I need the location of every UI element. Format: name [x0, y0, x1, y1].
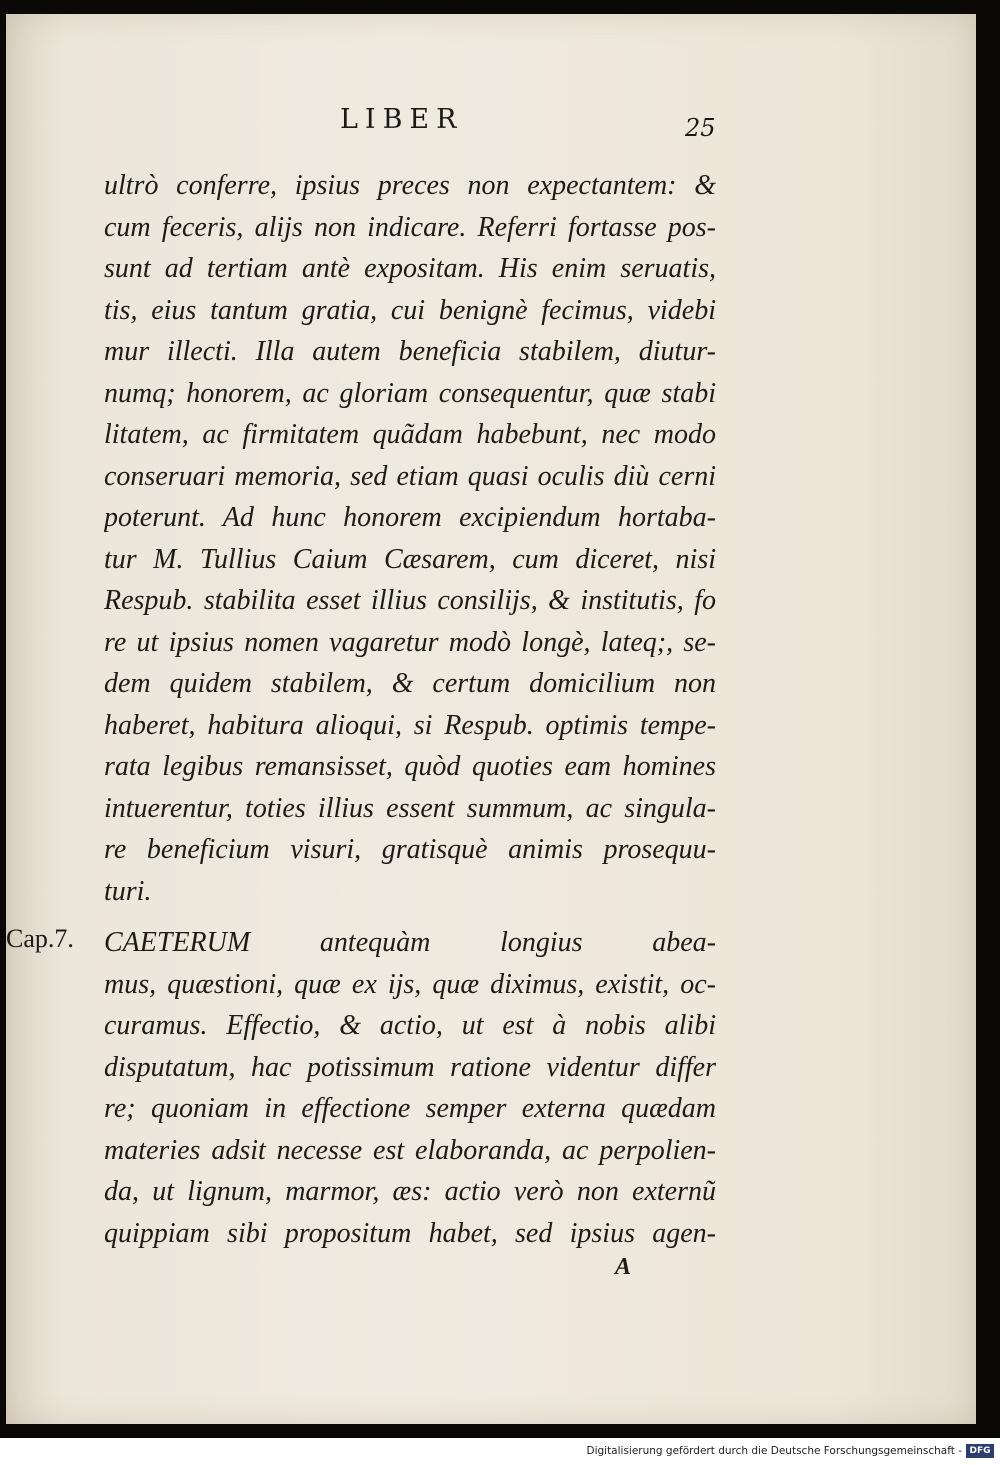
chapter-opening-line: CAETERUM antequàm longius abea-: [104, 927, 716, 958]
text-line: re ut ipsius nomen vagaretur modò longè, lateq;, se-: [104, 626, 716, 658]
text-line: tur M. Tullius Caium Cæsarem, cum diceret, nisi: [104, 543, 716, 575]
paragraph-gap: [104, 912, 716, 922]
text-line: da, ut lignum, marmor, æs: actio verò non externũ: [104, 1176, 716, 1207]
marginal-note: Cap.7.: [6, 924, 74, 953]
text-line: disputatum, hac potissimum ratione videntur differ: [104, 1051, 716, 1083]
text-line: poterunt. Ad hunc honorem excipiendum hortaba-: [104, 502, 716, 533]
text-line: ultrò conferre, ipsius preces non expectantem: &: [104, 170, 716, 201]
text-line: numq; honorem, ac gloriam consequentur, quæ stabi: [104, 377, 716, 409]
dfg-logo-icon: DFG: [966, 1444, 994, 1458]
signature-mark: A: [615, 1254, 632, 1280]
page-number: 25: [685, 114, 716, 142]
text-line: quippiam sibi propositum habet, sed ipsius agen-: [104, 1217, 716, 1249]
text-line: intuerentur, toties illius essent summum, ac singula-: [104, 792, 716, 824]
funding-credit: Digitalisierung gefördert durch die Deutsche Forschungsgemeinschaft -: [586, 1445, 962, 1457]
text-line: turi.: [104, 875, 152, 907]
text-line: re beneficium visuri, gratisquè animis prosequu-: [104, 834, 716, 865]
text-line: cum feceris, alijs non indicare. Referri fortasse pos-: [104, 211, 716, 243]
text-line: conseruari memoria, sed etiam quasi oculis diù cerni: [104, 460, 716, 492]
footer-bar: [0, 1438, 1000, 1465]
text-line: sunt ad tertiam antè expositam. His enim seruatis,: [104, 253, 716, 284]
text-line: materies adsit necesse est elaboranda, ac perpolien-: [104, 1134, 716, 1166]
text-line: litatem, ac firmitatem quãdam habebunt, nec modo: [104, 419, 716, 450]
text-line: haberet, habitura alioqui, si Respub. optimis tempe-: [104, 709, 716, 741]
text-line: curamus. Effectio, & actio, ut est à nobis alibi: [104, 1010, 716, 1041]
text-line: dem quidem stabilem, & certum domicilium non: [104, 668, 716, 699]
text-line: re; quoniam in effectione semper externa quædam: [104, 1093, 716, 1124]
text-line: rata legibus remansisset, quòd quoties eam homines: [104, 751, 716, 782]
running-head: LIBER: [340, 104, 464, 135]
text-line: mus, quæstioni, quæ ex ijs, quæ diximus, existit, oc-: [104, 968, 716, 1000]
text-line: mur illecti. Illa autem beneficia stabilem, diutur-: [104, 336, 716, 367]
text-line: Respub. stabilita esset illius consilijs, & institutis, fo: [104, 585, 716, 616]
body-text: [104, 165, 716, 1254]
text-line: tis, eius tantum gratia, cui benignè fecimus, videbi: [104, 294, 716, 326]
